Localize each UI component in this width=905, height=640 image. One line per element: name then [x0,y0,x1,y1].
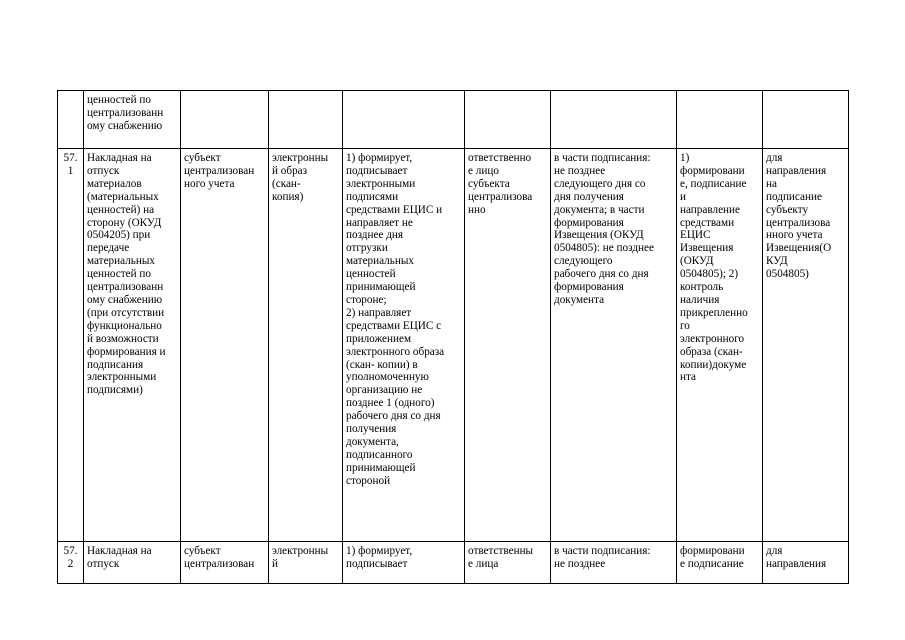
deadline-cell: в части подписания: не позднее следующего дня со дня получения документа; в части формирования Извещения (ОКУД 0504805): не позднее следующего рабочего дня со дня формирования документа [551,149,677,542]
table-row [58,149,849,542]
document-form-cell: электронны й [269,542,343,584]
responsible-cell: субъект централизован [181,542,269,584]
actions-cell [343,91,465,149]
row-number-cell: 57. 1 [58,149,84,542]
actions-cell: 1) формирует, подписывает электронными подписями средствами ЕЦИС и направляет не позднее дня отгрузки материальных ценностей принимающей стороне; 2) направляет средствами ЕЦИС с приложением электронного образа (скан- копии) в уполномоченную организацию не позднее 1 (одного) рабочего дня со дня получения документа, подписанного принимающей стороной [343,149,465,542]
document-name-cell: ценностей по централизованн ому снабжению [84,91,181,149]
purpose-cell: для направления на подписание субъекту централизова нного учета Извещения(О КУД 0504805) [763,149,849,542]
row-number-cell: 57. 2 [58,542,84,584]
document-form-cell: электронны й образ (скан- копия) [269,149,343,542]
executor-cell [465,91,551,149]
responsible-cell: субъект централизован ного учета [181,149,269,542]
executor-cell: ответственно e лицо субъекта централизова нно [465,149,551,542]
deadline-cell: в части подписания: не позднее [551,542,677,584]
recipient-actions-cell: формировани е подписание [677,542,763,584]
recipient-actions-cell: 1) формировани е, подписание и направление средствами ЕЦИС Извещения (ОКУД 0504805); 2) контроль наличия прикрепленно го электронного образа (скан- копии)докуме нта [677,149,763,542]
actions-cell: 1) формирует, подписывает [343,542,465,584]
purpose-cell [763,91,849,149]
deadline-cell [551,91,677,149]
table-row [58,542,849,584]
recipient-actions-cell [677,91,763,149]
purpose-cell: для направления [763,542,849,584]
responsible-cell [181,91,269,149]
document-form-cell [269,91,343,149]
table-row [58,91,849,149]
document-name-cell: Накладная на отпуск материалов (материальных ценностей) на сторону (ОКУД 0504205) при передаче материальных ценностей по централизованн ому снабжению (при отсутствии функционально й возможности формирования и подписания электронными подписями) [84,149,181,542]
document-name-cell: Накладная на отпуск [84,542,181,584]
document-table [57,90,849,584]
row-number-cell [58,91,84,149]
executor-cell: ответственны е лица [465,542,551,584]
